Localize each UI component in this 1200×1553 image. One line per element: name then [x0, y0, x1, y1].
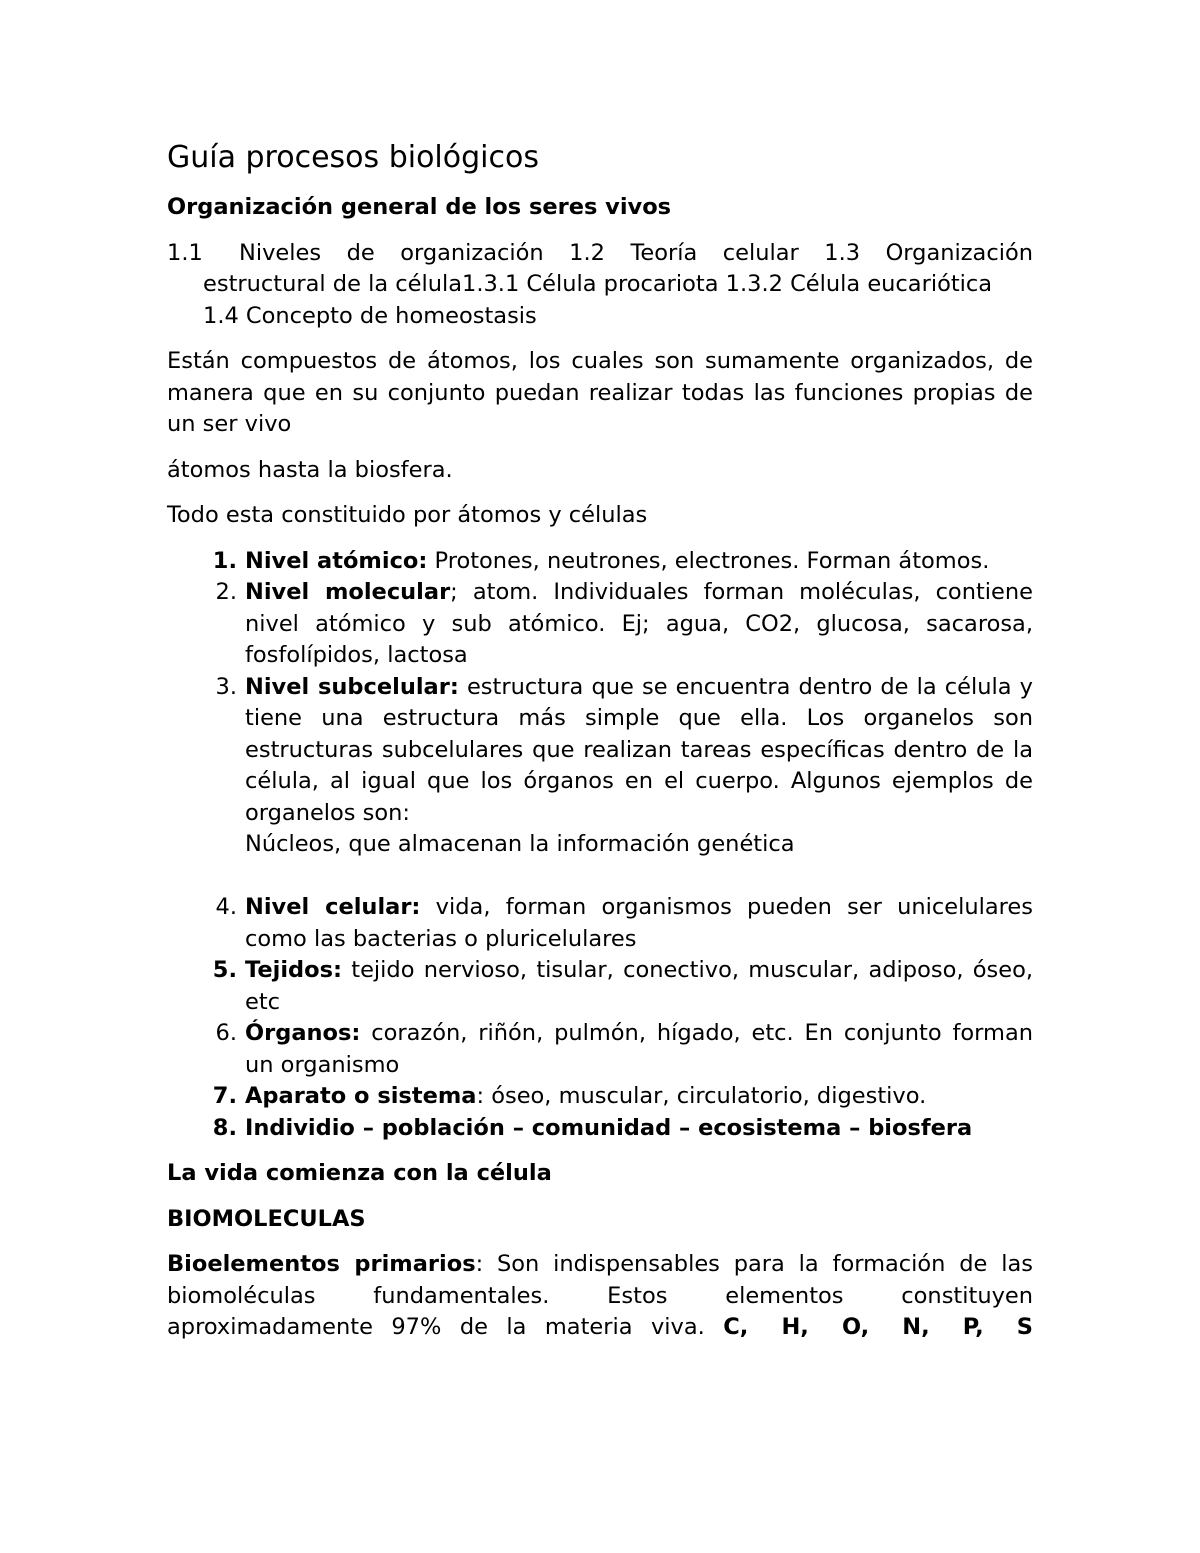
level-text: vida, forman organismos pueden ser unicelulares como las bacterias o pluricelulares: [245, 894, 1033, 952]
list-marker: 7.: [212, 1083, 237, 1109]
paragraph-atoms-biosphere: átomos hasta la biosfera.: [167, 456, 453, 483]
level-term: Nivel molecular: [245, 579, 451, 605]
level-text: estructura que se encuentra dentro de la célula y tiene una estructura más simple que ella. Los organelos son estructuras subcelulares que realizan tareas específicas dentro de la célula, al igual que los órganos en el cuerpo. Algunos ejemplos de organelos son:: [245, 673, 1033, 826]
list-marker: 2.: [215, 579, 237, 605]
topics-line-2: estructural de la célula1.3.1 Célula procariota 1.3.2 Célula eucariótica: [203, 271, 993, 297]
paragraph-composition: Están compuestos de átomos, los cuales son sumamente organizados, de manera que en su conjunto puedan realizar todas las funciones propias de un ser vivo: [167, 348, 1033, 437]
bioelements-text: : Son indispensables para la formación de las biomoléculas fundamentales. Estos elementos constituyen aproximadamente 97% de la materia viva.: [167, 1251, 1033, 1340]
paragraph-atoms-cells: Todo esta constituido por átomos y células: [167, 502, 648, 528]
topics-number: 1.1: [167, 239, 203, 266]
level-text: ; atom. Individuales forman moléculas, contiene nivel atómico y sub atómico. Ej; agua, CO2, glucosa, sacarosa, fosfolípidos, lactosa: [245, 579, 1033, 668]
list-item: [167, 1113, 1033, 1145]
list-marker: 5.: [212, 957, 237, 983]
bioelements-term: Bioelementos primarios: [167, 1251, 476, 1277]
topics-line-1: Niveles de organización 1.2 Teoría celular 1.3 Organización: [239, 239, 1033, 266]
bioelements-list: C, H, O, N, P, S: [723, 1314, 1033, 1340]
level-term: Nivel atómico:: [245, 547, 428, 574]
level-text: Protones, neutrones, electrones. Forman átomos.: [427, 547, 990, 574]
section-heading: Organización general de los seres vivos: [167, 194, 672, 220]
heading-biomolecules: BIOMOLECULAS: [167, 1205, 366, 1232]
heading-life-begins: La vida comienza con la célula: [167, 1160, 552, 1186]
list-item: [167, 1081, 1033, 1113]
document-page: [167, 138, 1033, 1358]
level-term: Tejidos:: [245, 957, 342, 983]
topics-list: [167, 238, 1033, 333]
list-item: [167, 892, 1033, 955]
list-marker: 8.: [212, 1114, 237, 1141]
level-term: Nivel subcelular:: [245, 673, 459, 700]
level-term: Órganos:: [245, 1020, 361, 1046]
list-item: [167, 672, 1033, 861]
topics-line-3: 1.4 Concepto de homeostasis: [203, 302, 537, 329]
level-term: Aparato o sistema: [245, 1083, 477, 1109]
level-text: corazón, riñón, pulmón, hígado, etc. En conjunto forman un organismo: [245, 1020, 1033, 1078]
list-marker: 1.: [212, 547, 237, 574]
level-term: Individio – población – comunidad – ecosistema – biosfera: [245, 1114, 973, 1141]
list-item: [167, 1018, 1033, 1081]
organization-levels-list: [167, 546, 1033, 1145]
list-item: [167, 546, 1033, 578]
level-extra: Núcleos, que almacenan la información genética: [245, 831, 795, 857]
list-item: [167, 955, 1033, 1018]
list-spacer: [167, 861, 1033, 893]
list-marker: 3.: [215, 673, 237, 700]
list-item: [167, 577, 1033, 672]
level-term: Nivel celular:: [245, 894, 421, 920]
list-marker: 4.: [215, 894, 237, 920]
document-title: Guía procesos biológicos: [167, 140, 539, 175]
list-marker: 6.: [215, 1020, 237, 1046]
level-text: : óseo, muscular, circulatorio, digestivo.: [476, 1083, 927, 1109]
paragraph-bioelements: [167, 1249, 1033, 1344]
level-text: tejido nervioso, tisular, conectivo, muscular, adiposo, óseo, etc: [245, 957, 1033, 1015]
